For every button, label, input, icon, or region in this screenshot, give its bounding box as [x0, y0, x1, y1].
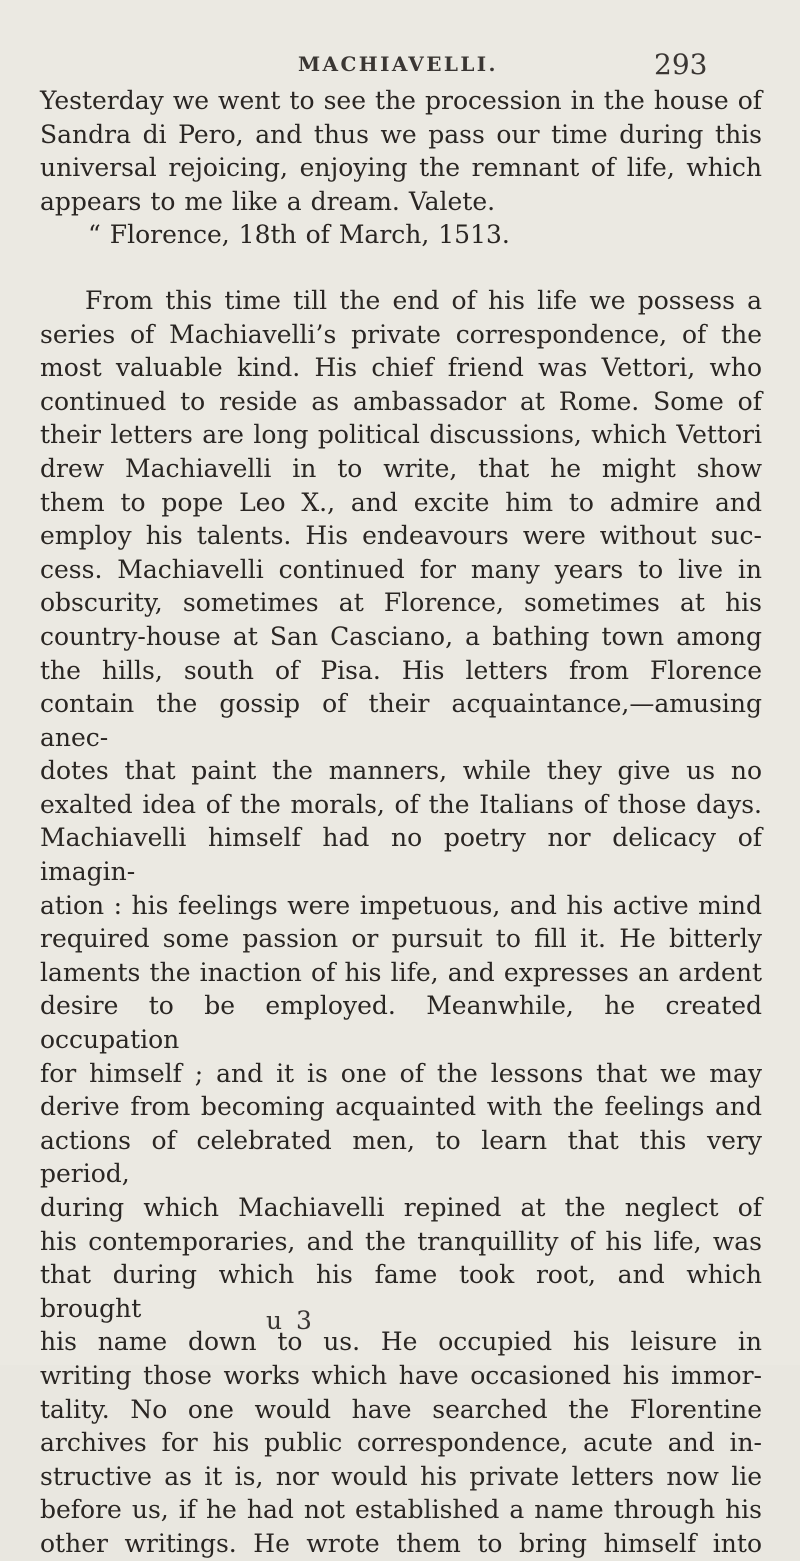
- letter-closing: [40, 84, 762, 252]
- text-line: employ his talents. His endeavours were without suc-: [40, 521, 762, 551]
- text-line: laments the inaction of his life, and expresses an ardent: [40, 957, 762, 987]
- text-line: country-house at San Casciano, a bathing town among: [40, 621, 762, 651]
- text-line: archives for his public correspondence, acute and in-: [40, 1428, 762, 1458]
- text-line: before us, if he had not established a name through his: [40, 1495, 762, 1525]
- text-line: Machiavelli himself had no poetry nor delicacy of imagin-: [40, 823, 762, 887]
- text-line: appears to me like a dream. Valete.: [40, 186, 496, 216]
- text-line: series of Machiavelli’s private correspondence, of the: [40, 319, 762, 349]
- text-line: actions of celebrated men, to learn that this very period,: [40, 1125, 762, 1189]
- text-line: writing those works which have occasioned his immor-: [40, 1360, 762, 1390]
- page-header: [0, 48, 800, 88]
- text-line: contain the gossip of their acquaintance,—amusing anec-: [40, 689, 762, 752]
- text-line: exalted idea of the morals, of the Italians of those days.: [40, 789, 762, 819]
- text-line: them to pope Leo X., and excite him to admire and: [40, 487, 762, 517]
- text-line: Yesterday we went to see the procession in the house of: [40, 86, 762, 115]
- text-line: From this time till the end of his life we possess a: [85, 285, 762, 315]
- text-line: his name down to us. He occupied his leisure in: [40, 1327, 762, 1357]
- text-line: drew Machiavelli in to write, that he might show: [40, 453, 762, 483]
- text-line: desire to be employed. Meanwhile, he created occupation: [40, 991, 762, 1055]
- signature-mark: u 3: [266, 1306, 315, 1335]
- main-paragraph: [40, 284, 762, 1561]
- dateline: “ Florence, 18th of March, 1513.: [88, 220, 510, 250]
- text-line: their letters are long political discussions, which Vettori: [40, 420, 762, 450]
- text-line: that during which his fame took root, and which brought: [40, 1260, 762, 1323]
- page-number: 293: [654, 48, 708, 81]
- text-line: Sandra di Pero, and thus we pass our time during this: [40, 119, 762, 149]
- text-line: derive from becoming acquainted with the feelings and: [40, 1092, 762, 1122]
- text-line: the hills, south of Pisa. His letters from Florence: [40, 655, 762, 685]
- text-line: obscurity, sometimes at Florence, sometimes at his: [40, 588, 762, 618]
- text-line: ation : his feelings were impetuous, and his active mind: [40, 890, 762, 920]
- text-line: other writings. He wrote them to bring himself into: [40, 1528, 762, 1558]
- text-line: required some passion or pursuit to fill it. He bitterly: [40, 924, 762, 954]
- body-text: [40, 84, 762, 1561]
- text-line: cess. Machiavelli continued for many years to live in: [40, 554, 762, 584]
- text-line: continued to reside as ambassador at Rome. Some of: [40, 386, 762, 416]
- text-line: dotes that paint the manners, while they give us no: [40, 756, 762, 786]
- text-line: tality. No one would have searched the Florentine: [40, 1394, 762, 1424]
- text-line: most valuable kind. His chief friend was Vettori, who: [40, 353, 762, 383]
- text-line: his contemporaries, and the tranquillity of his life, was: [40, 1226, 762, 1256]
- text-line: universal rejoicing, enjoying the remnant of life, which: [40, 153, 762, 183]
- text-line: for himself ; and it is one of the lessons that we may: [40, 1058, 762, 1088]
- text-line: during which Machiavelli repined at the neglect of: [40, 1193, 762, 1222]
- text-line: structive as it is, nor would his private letters now lie: [40, 1461, 762, 1491]
- running-head: MACHIAVELLI.: [298, 52, 498, 76]
- paragraph-gap: [40, 252, 762, 284]
